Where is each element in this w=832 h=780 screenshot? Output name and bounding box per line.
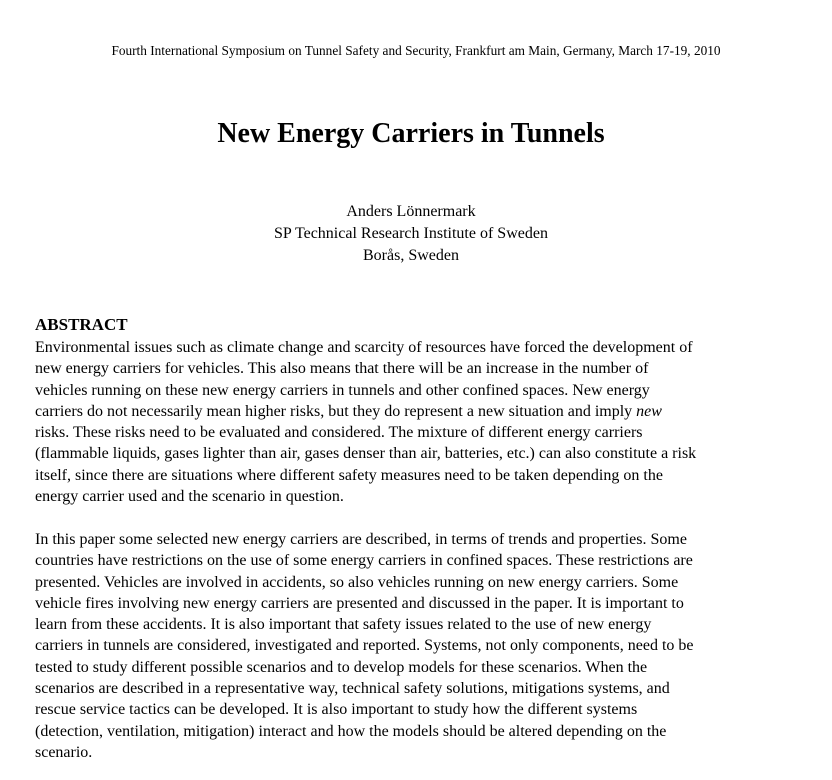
paper-title: New Energy Carriers in Tunnels <box>217 118 605 149</box>
text-line: itself, since there are situations where different safety measures need to be taken depending on the <box>35 466 663 484</box>
author-affiliation: SP Technical Research Institute of Sweden <box>274 225 548 242</box>
text-line: rescue service tactics can be developed. It is also important to study how the different systems <box>35 701 638 719</box>
abstract-paragraph-1 <box>35 337 795 507</box>
text-segment: carriers do not necessarily mean higher risks, but they do represent a new situation and imply <box>35 402 637 420</box>
text-line: Environmental issues such as climate change and scarcity of resources have forced the development of <box>35 339 693 356</box>
text-line: energy carrier used and the scenario in question. <box>35 488 344 506</box>
text-line: scenario. <box>35 743 93 761</box>
abstract-paragraph-2 <box>35 529 795 763</box>
text-line: vehicle fires involving new energy carriers are presented and discussed in the paper. It is important to <box>35 594 684 612</box>
text-line: presented. Vehicles are involved in accidents, so also vehicles running on new energy carriers. Some <box>35 573 679 591</box>
text-line <box>35 401 795 422</box>
author-name: Anders Lönnermark <box>346 203 476 220</box>
text-line: In this paper some selected new energy carriers are described, in terms of trends and properties. Some <box>35 531 687 548</box>
text-line: scenarios are described in a representative way, technical safety solutions, mitigations systems, and <box>35 680 670 698</box>
text-line: learn from these accidents. It is also important that safety issues related to the use of new energy <box>35 616 652 634</box>
text-line: countries have restrictions on the use of some energy carriers in confined spaces. These restrictions are <box>35 552 693 570</box>
text-line: risks. These risks need to be evaluated and considered. The mixture of different energy carriers <box>35 424 643 442</box>
text-line: vehicles running on these new energy carriers in tunnels and other confined spaces. New energy <box>35 381 650 399</box>
abstract-heading: ABSTRACT <box>35 315 128 334</box>
author-block <box>0 201 822 267</box>
text-line: (detection, ventilation, mitigation) interact and how the models should be altered depending on the <box>35 722 667 740</box>
author-location: Borås, Sweden <box>363 247 459 264</box>
text-line: tested to study different possible scenarios and to develop models for these scenarios. When the <box>35 658 648 676</box>
text-line: carriers in tunnels are considered, investigated and reported. Systems, not only components, need to be <box>35 637 694 655</box>
italic-word: new <box>636 402 662 420</box>
text-line: new energy carriers for vehicles. This also means that there will be an increase in the number of <box>35 360 649 378</box>
text-line: (flammable liquids, gases lighter than air, gases denser than air, batteries, etc.) can also constitute a risk <box>35 445 697 463</box>
running-header: Fourth International Symposium on Tunnel Safety and Security, Frankfurt am Main, Germany, March 17-19, 2010 <box>111 43 721 58</box>
